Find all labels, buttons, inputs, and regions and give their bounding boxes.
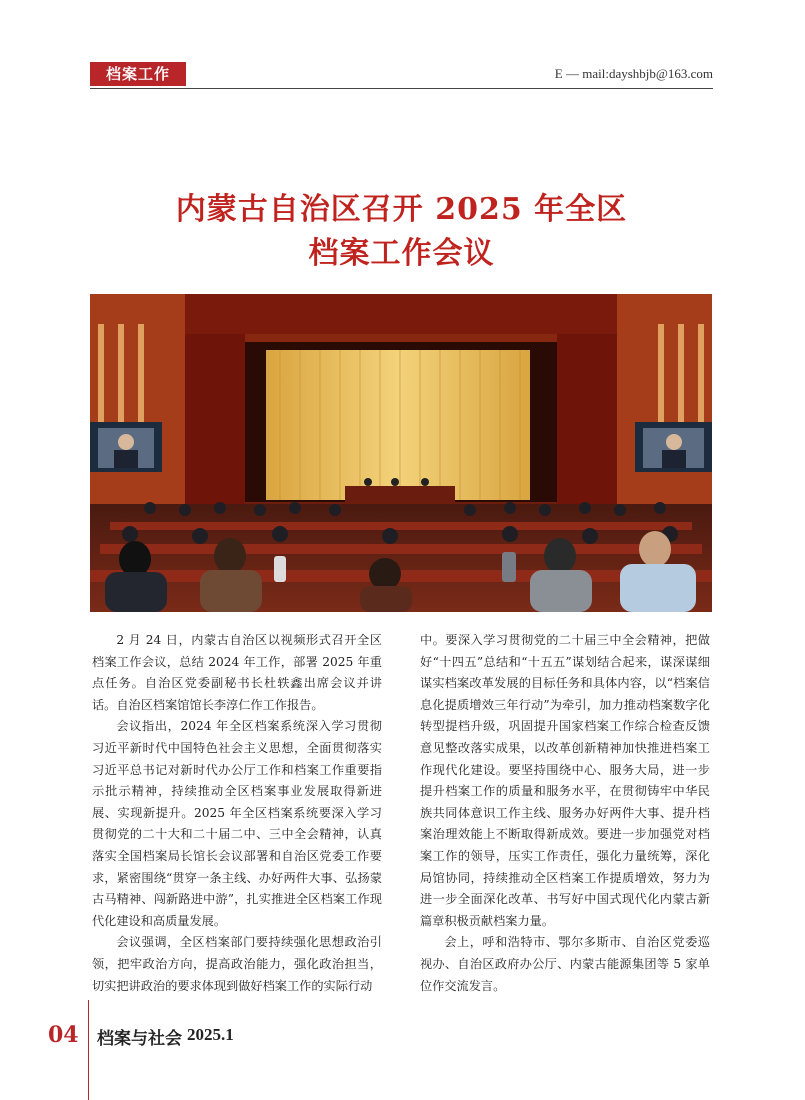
title-line-2: 档案工作会议 <box>308 236 495 271</box>
conference-photo <box>90 294 712 612</box>
paragraph: 会议强调，全区档案部门要持续强化思想政治引领，把牢政治方向，提高政治能力，强化政治担当，切实把讲政治的要求体现到做好档案工作的实际行动 <box>92 935 382 993</box>
paragraph: 2 月 24 日，内蒙古自治区以视频形式召开全区档案工作会议，总结 2024 年工作，部署 2025 年重点任务。自治区党委副秘书长杜轶鑫出席会议并讲话。自治区档案馆馆长李淳仁作工作报告。 <box>92 633 382 712</box>
page-number: 04 <box>48 1022 79 1048</box>
article-column-right <box>420 630 710 997</box>
issue-number: 2025.1 <box>187 1025 234 1044</box>
paragraph: 会议指出，2024 年全区档案系统深入学习贯彻习近平新时代中国特色社会主义思想，全面贯彻落实习近平总书记对新时代办公厅工作和档案工作重要指示批示精神，持续推动全区档案事业发展取得新进展、实现新提升。2025 年全区档案系统要深入学习贯彻党的二十大和二十届二中、三中全会精神，认真落实全国档案局长馆长会议部署和自治区党委工作要求，紧密围绕“贯穿一条主线、办好两件大事、弘扬蒙古马精神、闯新路进中游”，扎实推进全区档案工作现代化建设和高质量发展。 <box>92 719 382 928</box>
footer-divider <box>88 1000 89 1100</box>
paragraph-continued: 中。要深入学习贯彻党的二十届三中全会精神，把做好“十四五”总结和“十五五”谋划结合起来，谋深谋细谋实档案改革发展的目标任务和具体内容，以“档案信息化提质增效三年行动”为牵引，加力推动档案数字化转型提档升级，巩固提升国家档案工作综合检查反馈意见整改落实成果，以改革创新精神加快推进档案工作现代化建设。要坚持围绕中心、服务大局，进一步提升档案工作的质量和服务水平，在贯彻铸牢中华民族共同体意识工作主线、服务办好两件大事、提升档案治理效能上不断取得新成效。要进一步加强党对档案工作的领导，压实工作责任，强化力量统筹，深化局馆协同，持续推动全区档案工作提质增效，努力为进一步全面深化改革、书写好中国式现代化内蒙古新篇章积极贡献档案力量。 <box>420 633 710 928</box>
header-divider <box>90 88 713 89</box>
article-title <box>90 188 713 276</box>
magazine-name: 档案与社会 <box>97 1029 182 1049</box>
title-line-1: 内蒙古自治区召开 2025 年全区 <box>175 192 628 227</box>
header-email: E — mail:dayshbjb@163.com <box>554 66 713 81</box>
section-tag: 档案工作 <box>90 62 186 86</box>
paragraph: 会上，呼和浩特市、鄂尔多斯市、自治区党委巡视办、自治区政府办公厅、内蒙古能源集团等 5 家单位作交流发言。 <box>420 935 710 993</box>
article-column-left <box>92 630 382 997</box>
